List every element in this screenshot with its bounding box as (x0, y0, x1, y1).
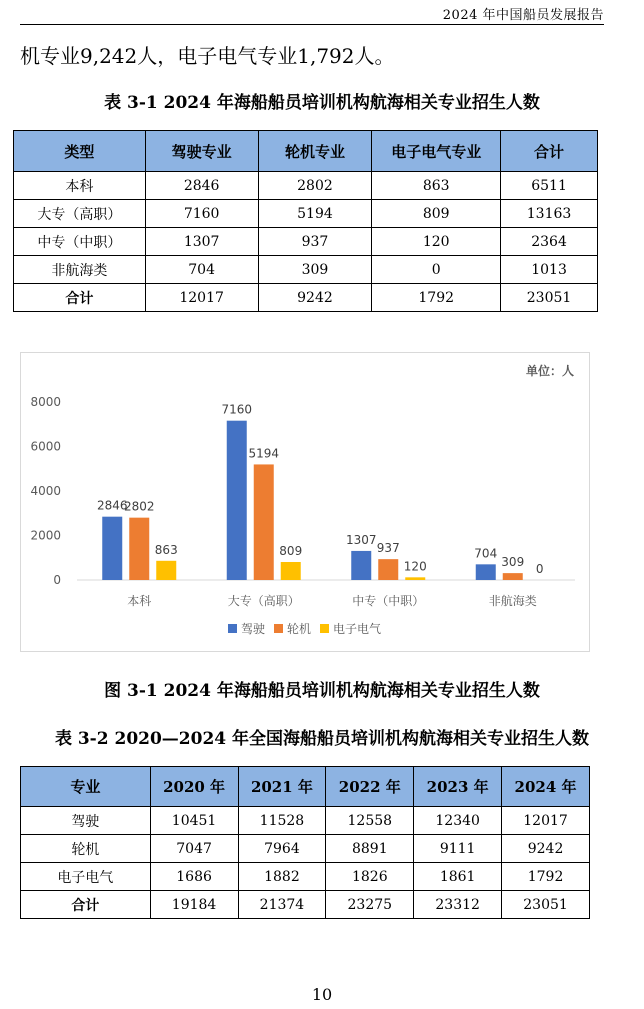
table-cell: 2802 (258, 172, 372, 200)
bar (351, 551, 371, 580)
x-tick-label: 中专（中职） (352, 594, 425, 608)
x-tick-label: 大专（高职） (227, 594, 300, 608)
table-header-cell: 2020 年 (150, 767, 238, 807)
legend-swatch (274, 624, 283, 633)
table-total-row (21, 891, 590, 919)
data-label: 7160 (221, 402, 253, 417)
legend-swatch (228, 624, 237, 633)
table-cell: 12340 (414, 807, 502, 835)
table-cell: 11528 (238, 807, 326, 835)
table-row (14, 228, 598, 256)
table-cell: 809 (372, 200, 501, 228)
enrollment-by-year-table (20, 766, 590, 919)
table1-caption: 表 3-1 2024 年海船船员培训机构航海相关专业招生人数 (104, 93, 540, 113)
table-cell: 863 (372, 172, 501, 200)
table-header-cell: 轮机专业 (258, 131, 372, 172)
enrollment-bar-chart (20, 352, 590, 652)
table-cell: 9242 (258, 284, 372, 312)
bar (102, 517, 122, 580)
table-header-cell: 2024 年 (502, 767, 590, 807)
table2-caption: 表 3-2 2020—2024 年全国海船船员培训机构航海相关专业招生人数 (54, 729, 590, 749)
table-cell: 13163 (501, 200, 598, 228)
legend-label: 轮机 (287, 622, 312, 636)
table-cell: 120 (372, 228, 501, 256)
table-cell: 1307 (145, 228, 258, 256)
data-label: 937 (376, 541, 400, 556)
data-label: 2802 (123, 499, 155, 514)
table-header-cell: 类型 (14, 131, 146, 172)
table-cell: 10451 (150, 807, 238, 835)
table-cell: 23312 (414, 891, 502, 919)
table-cell: 2846 (145, 172, 258, 200)
table-cell: 1882 (238, 863, 326, 891)
row-label: 电子电气 (21, 863, 151, 891)
table-cell: 6511 (501, 172, 598, 200)
data-label: 120 (403, 559, 427, 574)
table-row (14, 200, 598, 228)
table-header-cell: 电子电气专业 (372, 131, 501, 172)
table-cell: 1861 (414, 863, 502, 891)
table-cell: 2364 (501, 228, 598, 256)
page-number: 10 (311, 985, 333, 1004)
table-header-cell: 专业 (21, 767, 151, 807)
row-label: 轮机 (21, 835, 151, 863)
unit-label: 单位：人 (525, 364, 574, 378)
row-label: 合计 (21, 891, 151, 919)
table-cell: 1686 (150, 863, 238, 891)
data-label: 2846 (96, 498, 128, 513)
table-cell: 5194 (258, 200, 372, 228)
table-cell: 19184 (150, 891, 238, 919)
table-cell: 7160 (145, 200, 258, 228)
table-cell: 1792 (372, 284, 501, 312)
data-label: 704 (474, 546, 498, 561)
row-label: 非航海类 (14, 256, 146, 284)
bar (503, 573, 523, 580)
table-header-cell: 2021 年 (238, 767, 326, 807)
y-tick-label: 8000 (30, 395, 61, 409)
data-label: 809 (279, 543, 303, 558)
table-cell: 9111 (414, 835, 502, 863)
table-header-row (14, 131, 598, 172)
y-tick-label: 6000 (30, 439, 61, 454)
row-label: 大专（高职） (14, 200, 146, 228)
table-cell: 7047 (150, 835, 238, 863)
table-cell: 23051 (502, 891, 590, 919)
bar (227, 421, 247, 580)
table-cell: 1826 (326, 863, 414, 891)
data-label: 0 (535, 562, 544, 576)
row-label: 合计 (14, 284, 146, 312)
legend-label: 电子电气 (333, 622, 382, 636)
table-row (21, 807, 590, 835)
table-header-cell: 合计 (501, 131, 598, 172)
table-cell: 12017 (145, 284, 258, 312)
table-row (14, 172, 598, 200)
x-tick-label: 非航海类 (488, 594, 537, 608)
data-label: 5194 (248, 446, 280, 461)
table-header-row (21, 767, 590, 807)
table-cell: 1792 (502, 863, 590, 891)
bar (129, 518, 149, 580)
data-label: 1307 (345, 532, 377, 547)
data-label: 863 (154, 542, 178, 557)
bar (405, 577, 425, 580)
y-tick-label: 4000 (30, 484, 61, 498)
running-header: 2024 年中国船员发展报告 (442, 8, 604, 23)
table-cell: 12017 (502, 807, 590, 835)
table-cell: 1013 (501, 256, 598, 284)
row-label: 驾驶 (21, 807, 151, 835)
bar (378, 559, 398, 580)
data-label: 309 (501, 555, 525, 570)
bar (254, 464, 274, 580)
table-row (14, 256, 598, 284)
row-label: 中专（中职） (14, 228, 146, 256)
y-tick-label: 0 (53, 573, 61, 587)
x-tick-label: 本科 (127, 594, 152, 608)
table-header-cell: 2022 年 (326, 767, 414, 807)
header-rule (20, 24, 604, 25)
table-total-row (14, 284, 598, 312)
chart-canvas (21, 353, 589, 651)
bar (281, 562, 301, 580)
table-row (21, 835, 590, 863)
y-tick-label: 2000 (30, 528, 61, 543)
table-cell: 704 (145, 256, 258, 284)
enrollment-by-type-table (13, 130, 598, 312)
table-cell: 0 (372, 256, 501, 284)
bar (476, 564, 496, 580)
table-cell: 7964 (238, 835, 326, 863)
table-cell: 309 (258, 256, 372, 284)
table-cell: 9242 (502, 835, 590, 863)
legend-swatch (320, 624, 329, 633)
figure1-caption: 图 3-1 2024 年海船船员培训机构航海相关专业招生人数 (104, 681, 540, 701)
table-cell: 23051 (501, 284, 598, 312)
row-label: 本科 (14, 172, 146, 200)
table-row (21, 863, 590, 891)
body-paragraph: 机专业9,242人，电子电气专业1,792人。 (20, 44, 395, 68)
legend-label: 驾驶 (241, 622, 266, 636)
table-cell: 8891 (326, 835, 414, 863)
table-cell: 21374 (238, 891, 326, 919)
table-cell: 12558 (326, 807, 414, 835)
table-header-cell: 2023 年 (414, 767, 502, 807)
table-cell: 23275 (326, 891, 414, 919)
table-cell: 937 (258, 228, 372, 256)
bar (156, 561, 176, 580)
table-header-cell: 驾驶专业 (145, 131, 258, 172)
